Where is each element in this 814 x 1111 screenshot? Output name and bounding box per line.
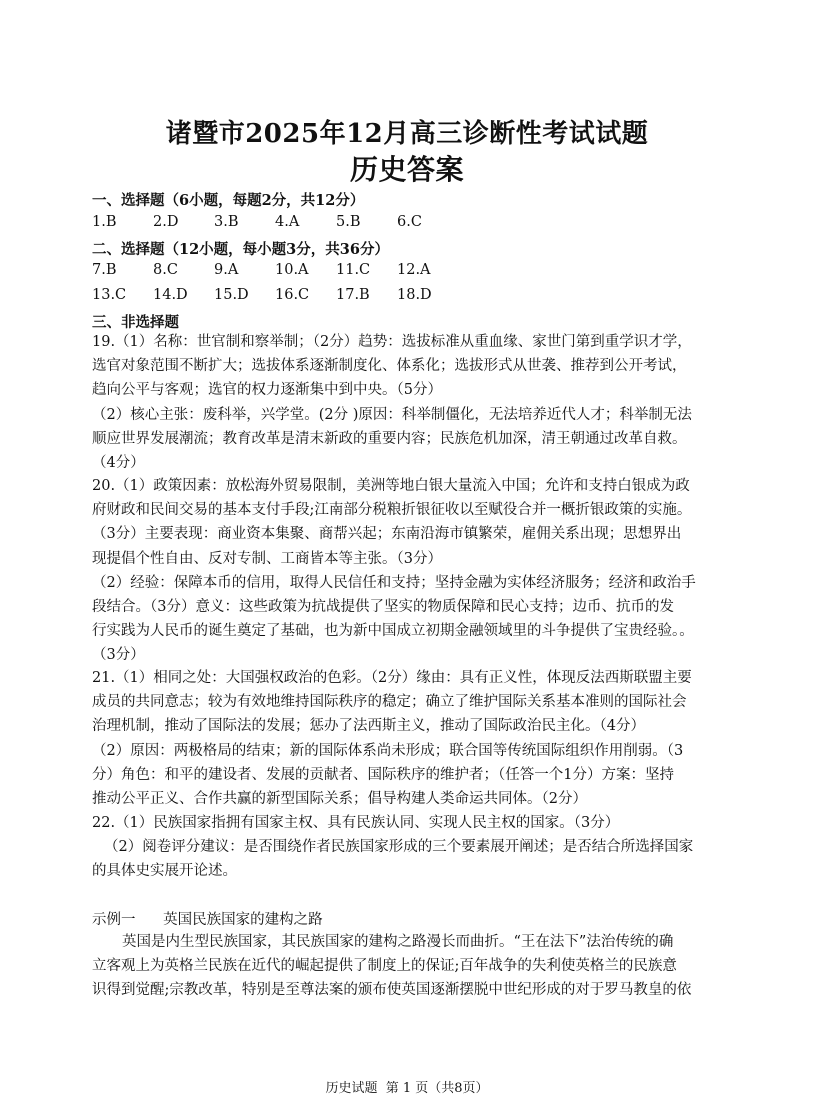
text-line: （3分） bbox=[92, 647, 145, 664]
text-line: 现提倡个性自由、反对专制、工商皆本等主张。（3分） bbox=[92, 550, 442, 567]
text-line: 行实践为人民币的诞生奠定了基础，也为新中国成立初期金融领域里的斗争提供了宝贵经验。。 bbox=[92, 623, 694, 640]
text-line: 英国是内生型民族国家，其民族国家的建构之路漫长而曲折。“王在法下”法治传统的确 bbox=[122, 934, 674, 950]
question-20-answer bbox=[92, 474, 724, 668]
text-line: 22.（1）民族国家指拥有国家主权、具有民族认同、实现人民主权的国家。（3分） bbox=[92, 815, 620, 831]
answer-item: 7.B bbox=[92, 262, 117, 278]
section1-heading: 一、选择题（6小题，每题2分，共12分） bbox=[92, 192, 365, 209]
answer-item: 12.A bbox=[397, 262, 431, 278]
answer-item: 6.C bbox=[397, 214, 422, 230]
text-line: （4分） bbox=[92, 455, 145, 472]
text-line: 府财政和民间交易的基本支付手段;江南部分税粮折银征收以至赋役合并一概折银政策的实施。 bbox=[92, 502, 692, 519]
example-heading: 示例一 英国民族国家的建构之路 bbox=[92, 912, 323, 928]
text-line: 分）角色：和平的建设者、发展的贡献者、国际秩序的维护者；（任答一个1分）方案：坚持 bbox=[92, 766, 674, 783]
text-line: （2）阅卷评分建议：是否围绕作者民族国家形成的三个要素展开阐述；是否结合所选择国家 bbox=[104, 839, 694, 856]
text-line: 立客观上为英格兰民族在近代的崛起提供了制度上的保证;百年战争的失利使英格兰的民族意 bbox=[92, 958, 677, 975]
page-footer: 历史试题 第 1 页（共8页） bbox=[325, 1081, 489, 1096]
text-line: 的具体史实展开论述。 bbox=[92, 863, 237, 880]
answer-item: 2.D bbox=[153, 214, 179, 230]
text-line: 选官对象范围不断扩大；选拔体系逐渐制度化、体系化；选拔形式从世袭、推荐到公开考试， bbox=[92, 358, 687, 375]
text-line: 趋向公平与客观；选官的权力逐渐集中到中央。（5分） bbox=[92, 382, 442, 399]
section2-answers-row2 bbox=[92, 287, 458, 303]
answer-item: 17.B bbox=[336, 287, 370, 303]
answer-item: 5.B bbox=[336, 214, 361, 230]
text-line: 成员的共同意志；较为有效地维持国际秩序的稳定；确立了维护国际关系基本准则的国际社会 bbox=[92, 694, 687, 711]
section2-heading: 二、选择题（12小题，每小题3分，共36分） bbox=[92, 241, 389, 258]
answer-item: 3.B bbox=[214, 214, 239, 230]
text-line: （2）原因：两极格局的结束；新的国际体系尚未形成；联合国等传统国际组织作用削弱。（3 bbox=[92, 742, 684, 759]
answer-item: 15.D bbox=[214, 287, 249, 303]
question-19-answer bbox=[92, 330, 724, 475]
section2-answers-row1 bbox=[92, 262, 458, 278]
text-line: 识得到觉醒;宗教改革，特别是至尊法案的颁布使英国逐渐摆脱中世纪形成的对于罗马教皇的依 bbox=[92, 982, 692, 999]
text-line: 19.（1）名称：世官制和察举制；（2分）趋势：选拔标准从重血缘、家世门第到重学识才学， bbox=[92, 334, 692, 350]
example-body bbox=[92, 930, 724, 1003]
text-line: 治理机制，推动了国际法的发展；惩办了法西斯主义，推动了国际政治民主化。（4分） bbox=[92, 718, 645, 735]
text-line: （2）经验：保障本币的信用，取得人民信任和支持；坚持金融为实体经济服务；经济和政治手 bbox=[92, 574, 696, 591]
answer-item: 18.D bbox=[397, 287, 432, 303]
text-line: （2）核心主张：废科举，兴学堂。(2分 )原因：科举制僵化，无法培养近代人才；科举制无法 bbox=[92, 406, 692, 423]
text-line: 推动公平正义、合作共赢的新型国际关系；倡导构建人类命运共同体。（2分） bbox=[92, 791, 587, 808]
answer-item: 9.A bbox=[214, 262, 239, 278]
page-subtitle: 历史答案 bbox=[349, 153, 464, 186]
section1-answers bbox=[92, 214, 458, 230]
text-line: （3分）主要表现：商业资本集聚、商帮兴起；东南沿海市镇繁荣，雇佣关系出现；思想界出 bbox=[92, 526, 682, 543]
text-line: 顺应世界发展潮流；教育改革是清末新政的重要内容；民族危机加深，清王朝通过改革自救。 bbox=[92, 430, 687, 447]
answer-item: 4.A bbox=[275, 214, 300, 230]
text-line: 段结合。（3分）意义：这些政策为抗战提供了坚实的物质保障和民心支持；边币、抗币的发 bbox=[92, 599, 674, 616]
answer-item: 8.C bbox=[153, 262, 178, 278]
page-title: 诸暨市2025年12月高三诊断性考试试题 bbox=[165, 119, 649, 149]
answer-item: 11.C bbox=[336, 262, 371, 278]
question-21-answer bbox=[92, 666, 724, 811]
answer-item: 10.A bbox=[275, 262, 309, 278]
text-line: 21.（1）相同之处：大国强权政治的色彩。（2分）缘由：具有正义性，体现反法西斯联盟主要 bbox=[92, 670, 692, 686]
question-22-answer bbox=[92, 811, 724, 884]
answer-item: 1.B bbox=[92, 214, 117, 230]
text-line: 20.（1）政策因素：放松海外贸易限制，美洲等地白银大量流入中国；允许和支持白银成为政 bbox=[92, 478, 690, 494]
section3-heading: 三、非选择题 bbox=[92, 314, 179, 331]
answer-item: 16.C bbox=[275, 287, 310, 303]
answer-item: 14.D bbox=[153, 287, 188, 303]
answer-item: 13.C bbox=[92, 287, 127, 303]
